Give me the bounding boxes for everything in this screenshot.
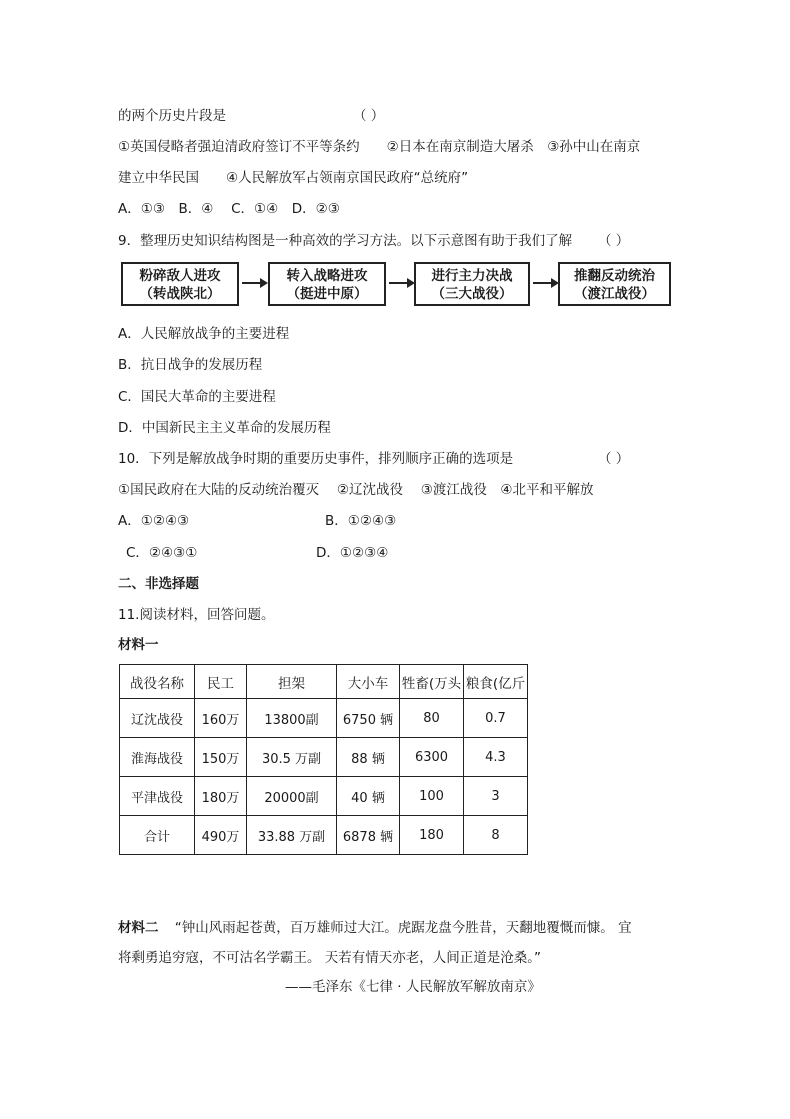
q9-option-b: B．抗日战争的发展历程 <box>118 357 263 373</box>
section-heading: 二、非选择题 <box>118 576 199 592</box>
table-cell: 88 辆 <box>337 738 400 777</box>
q9-option-a: A．人民解放战争的主要进程 <box>118 326 290 342</box>
poem-citation: ——毛泽东《七律 · 人民解放军解放南京》 <box>285 979 541 995</box>
material-2-label: 材料二 <box>118 920 159 936</box>
q8-options-line-2: 建立中华民国 ④人民解放军占领南京国民政府“总统府” <box>118 170 469 186</box>
table-cell: 180万 <box>195 777 247 816</box>
table-cell: 辽沈战役 <box>120 699 195 738</box>
flow-box-3 <box>414 262 530 306</box>
table-row <box>120 738 528 777</box>
table-cell: 8 <box>464 816 528 855</box>
table-cell: 100 <box>400 777 464 816</box>
q8-answer-choices: A．①③ B．④ C．①④ D．②③ <box>118 201 340 217</box>
q11-stem: 11.阅读材料，回答问题。 <box>118 607 275 623</box>
flow-box-3-main: 进行主力决战 <box>431 268 513 284</box>
flow-box-1-main: 粉碎敌人进攻 <box>139 268 221 284</box>
flow-box-2-sub: （挺进中原） <box>286 286 368 302</box>
table-cell: 150万 <box>195 738 247 777</box>
table-cell: 180 <box>400 816 464 855</box>
q9-answer-paren: （ ） <box>598 233 630 249</box>
q9-stem: 9．整理历史知识结构图是一种高效的学习方法。以下示意图有助于我们了解 <box>118 233 573 249</box>
q9-option-c: C．国民大革命的主要进程 <box>118 389 276 405</box>
table-cell: 6300 <box>400 738 464 777</box>
table-cell: 490万 <box>195 816 247 855</box>
q8-stem-tail: 的两个历史片段是 <box>118 108 226 124</box>
q10-answer-paren: （ ） <box>598 451 630 467</box>
table-cell: 6878 辆 <box>337 816 400 855</box>
q10-option-b: B．①②④③ <box>325 513 397 529</box>
table-cell: 平津战役 <box>120 777 195 816</box>
table-header-cell: 粮食(亿斤 <box>464 665 528 699</box>
flow-box-1 <box>121 262 239 306</box>
table-header-row <box>120 665 528 699</box>
table-cell: 20000副 <box>247 777 337 816</box>
table-cell: 40 辆 <box>337 777 400 816</box>
q10-option-a: A．①②④③ <box>118 513 190 529</box>
material-2-line-1 <box>118 916 632 936</box>
table-cell: 3 <box>464 777 528 816</box>
campaign-support-table <box>119 664 528 855</box>
flow-arrow-2 <box>389 282 409 284</box>
material-1-label: 材料一 <box>118 637 159 653</box>
table-header-cell: 大小车 <box>337 665 400 699</box>
q9-flow-diagram <box>121 262 671 308</box>
table-header-cell: 战役名称 <box>120 665 195 699</box>
flow-box-1-sub: （转战陕北） <box>139 286 221 302</box>
table-cell: 淮海战役 <box>120 738 195 777</box>
table-row <box>120 777 528 816</box>
flow-arrow-3 <box>533 282 553 284</box>
table-cell: 4.3 <box>464 738 528 777</box>
flow-box-4-main: 推翻反动统治 <box>574 268 655 284</box>
q10-stem: 10．下列是解放战争时期的重要历史事件，排列顺序正确的选项是 <box>118 451 514 467</box>
table-cell: 0.7 <box>464 699 528 738</box>
table-cell: 合计 <box>120 816 195 855</box>
table-header-cell: 牲畜(万头 <box>400 665 464 699</box>
flow-box-2 <box>268 262 386 306</box>
q10-option-c: C．②④③① <box>126 545 198 561</box>
table-header-cell: 担架 <box>247 665 337 699</box>
table-cell: 13800副 <box>247 699 337 738</box>
table-row <box>120 699 528 738</box>
table-row-total <box>120 816 528 855</box>
table-cell: 160万 <box>195 699 247 738</box>
table-header-cell: 民工 <box>195 665 247 699</box>
table-cell: 6750 辆 <box>337 699 400 738</box>
flow-box-4-sub: （渡江战役） <box>574 286 655 302</box>
table-cell: 80 <box>400 699 464 738</box>
poem-line-2: 将剩勇追穷寇，不可沽名学霸王。 天若有情天亦老，人间正道是沧桑。” <box>118 950 542 966</box>
table-cell: 30.5 万副 <box>247 738 337 777</box>
q8-answer-paren: （ ） <box>353 108 385 124</box>
flow-box-2-main: 转入战略进攻 <box>286 268 368 284</box>
q9-option-d: D．中国新民主主义革命的发展历程 <box>118 420 331 436</box>
flow-box-4 <box>558 262 671 306</box>
q10-events: ①国民政府在大陆的反动统治覆灭 ②辽沈战役 ③渡江战役 ④北平和平解放 <box>118 482 594 498</box>
q8-options-line-1: ①英国侵略者强迫清政府签订不平等条约 ②日本在南京制造大屠杀 ③孙中山在南京 <box>118 139 641 155</box>
table-cell: 33.88 万副 <box>247 816 337 855</box>
flow-box-3-sub: （三大战役） <box>431 286 513 302</box>
q10-option-d: D．①②③④ <box>316 545 389 561</box>
poem-line-1: “钟山风雨起苍黄，百万雄师过大江。虎踞龙盘今胜昔，天翻地覆慨而慷。 宜 <box>174 920 632 936</box>
flow-arrow-1 <box>242 282 262 284</box>
